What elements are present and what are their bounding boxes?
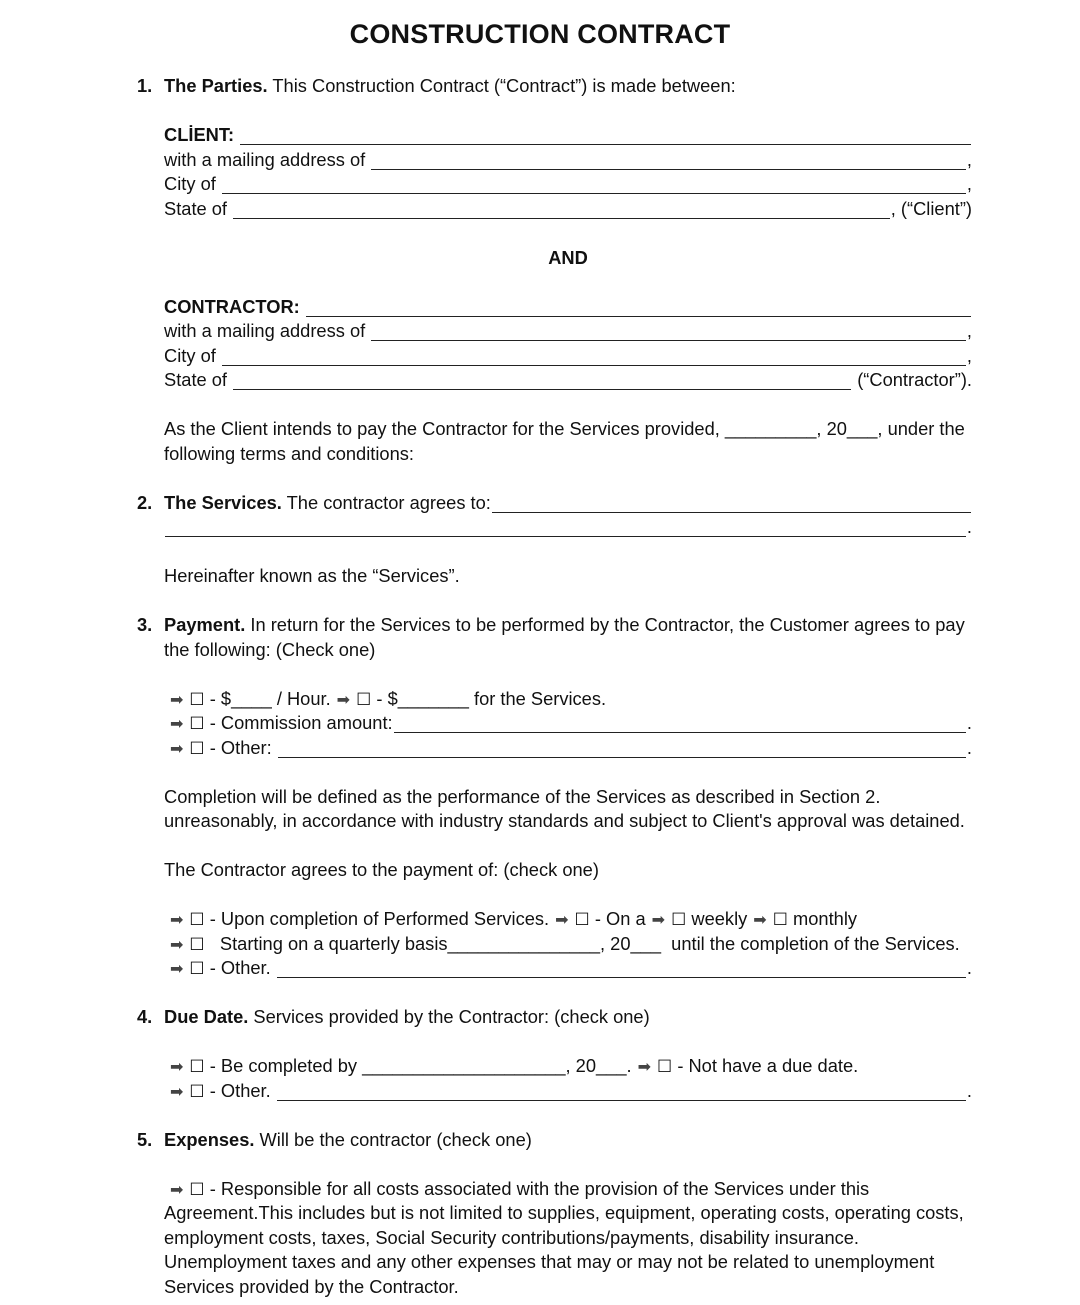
text: State of: [164, 197, 233, 219]
blank-field[interactable]: [371, 326, 966, 341]
blank-line: [164, 589, 972, 614]
arrow-right-icon: ➡: [170, 959, 184, 978]
text: .: [966, 957, 972, 978]
text: Unemployment taxes and any other expenses that may or may not be related to unemployment: [164, 1251, 935, 1272]
checkbox[interactable]: ☐: [574, 910, 590, 930]
blank-field[interactable]: [222, 179, 966, 194]
text: ,: [966, 173, 972, 194]
text: employment costs, taxes, Social Security contributions/payments, disability insurance.: [164, 1226, 859, 1248]
text-line: [164, 1054, 972, 1079]
text-line: [164, 515, 972, 540]
text: As the Client intends to pay the Contractor for the Services provided, _________, 20___, under the: [164, 418, 965, 439]
blank-line: [164, 662, 972, 687]
blank-field[interactable]: [165, 522, 966, 537]
text-line: [164, 344, 972, 369]
arrow-right-icon: ➡: [170, 738, 184, 758]
text: monthly: [787, 908, 858, 929]
section-number: 5.: [137, 1128, 153, 1150]
text-line: [164, 246, 972, 271]
text-line: [164, 564, 972, 589]
blank-field[interactable]: [394, 718, 966, 733]
bold-label: The Parties.: [164, 75, 268, 96]
arrow-right-icon: ➡: [170, 1081, 184, 1101]
arrow-right-icon: ➡: [170, 1057, 184, 1076]
bold-label: Expenses.: [164, 1128, 255, 1150]
text: ,: [966, 148, 972, 170]
checkbox[interactable]: ☐: [189, 959, 205, 979]
text: (“Contractor”).: [852, 369, 972, 390]
text: - $____ / Hour.: [204, 687, 331, 709]
section-heading-line: [137, 74, 972, 99]
text: following terms and conditions:: [164, 442, 414, 464]
checkbox[interactable]: ☐: [189, 1179, 205, 1200]
arrow-right-icon: ➡: [170, 1179, 184, 1199]
checkbox[interactable]: ☐: [656, 1057, 673, 1077]
arrow-right-icon: ➡: [753, 910, 767, 929]
checkbox[interactable]: ☐: [356, 689, 372, 710]
text: weekly: [686, 908, 748, 929]
text: - On a: [589, 908, 646, 929]
blank-line: [164, 834, 972, 859]
bold-label: AND: [548, 246, 588, 268]
text: - Other.: [204, 957, 276, 978]
text: - Upon completion of Performed Services.: [204, 908, 550, 929]
checkbox[interactable]: ☐: [189, 714, 205, 734]
text-line: [164, 197, 972, 222]
text-line: [164, 736, 972, 761]
arrow-right-icon: ➡: [651, 910, 666, 929]
text: Hereinafter known as the “Services”.: [164, 565, 460, 586]
text: - Responsible for all costs associated with the provision of the Services under this: [204, 1177, 870, 1199]
text: unreasonably, in accordance with industry standards and subject to Client's approval was detained.: [164, 810, 965, 831]
blank-field[interactable]: [233, 375, 851, 390]
text: , (“Client”): [890, 197, 972, 219]
blank-line: [164, 883, 972, 908]
text-line: [164, 442, 972, 467]
text: The Contractor agrees to the payment of: (check one): [164, 859, 599, 880]
checkbox[interactable]: ☐: [189, 934, 205, 955]
text: the following: (Check one): [164, 638, 376, 660]
blank-line: [164, 1030, 972, 1055]
checkbox[interactable]: ☐: [189, 1081, 205, 1102]
text: Starting on a quarterly basis_______________, 20___ until the completion of the Services.: [204, 932, 960, 954]
text: City of: [164, 344, 221, 366]
text-line: [164, 1079, 972, 1104]
section-number: 3.: [137, 614, 153, 635]
text: ,: [966, 344, 972, 366]
blank-field[interactable]: [277, 1086, 966, 1101]
blank-line: [164, 1103, 972, 1128]
arrow-right-icon: ➡: [170, 714, 184, 733]
text-line: [164, 319, 972, 344]
bold-label: Payment.: [164, 614, 246, 635]
text-line: [164, 123, 972, 148]
text-line: [164, 638, 972, 663]
contract-body: [137, 74, 972, 1299]
blank-line: [164, 221, 972, 246]
text: The contractor agrees to:: [281, 491, 491, 513]
blank-field[interactable]: [240, 130, 971, 145]
blank-field[interactable]: [233, 204, 890, 219]
text-line: [164, 172, 972, 197]
checkbox[interactable]: ☐: [189, 910, 205, 930]
blank-line: [164, 540, 972, 565]
text: .: [966, 736, 972, 758]
section-heading-line: [137, 1128, 972, 1153]
text-line: [164, 295, 972, 320]
text: ,: [966, 320, 972, 341]
text: This Construction Contract (“Contract”) is made between:: [267, 75, 736, 96]
text: Services provided by the Contractor: (check one): [248, 1006, 650, 1027]
document-title: CONSTRUCTION CONTRACT: [349, 19, 731, 49]
text: Completion will be defined as the performance of the Services as described in Section 2.: [164, 785, 881, 807]
bold-label: The Services.: [164, 491, 282, 513]
blank-field[interactable]: [371, 155, 966, 170]
text-line: [164, 907, 972, 932]
text-line: [164, 417, 972, 442]
bold-label: Due Date.: [164, 1006, 249, 1027]
text: - Be completed by ____________________, 20___.: [204, 1055, 632, 1076]
text-line: [164, 368, 972, 393]
text: with a mailing address of: [164, 320, 371, 341]
text-line: [164, 785, 972, 810]
text-line: [164, 858, 972, 883]
text: .: [966, 712, 972, 733]
blank-field[interactable]: [277, 963, 966, 978]
blank-line: [164, 99, 972, 124]
text-line: [164, 1250, 972, 1275]
blank-field[interactable]: [306, 302, 971, 317]
text-line: [164, 148, 972, 173]
text: City of: [164, 173, 221, 194]
section-heading-line: [137, 613, 972, 638]
blank-field[interactable]: [492, 498, 971, 513]
text: Agreement.This includes but is not limited to supplies, equipment, operating costs, operating costs,: [164, 1202, 964, 1223]
section-heading-line: [137, 1005, 972, 1030]
text-line: [164, 809, 972, 834]
section-number: 2.: [137, 491, 153, 513]
blank-field[interactable]: [222, 351, 966, 366]
arrow-right-icon: ➡: [637, 1057, 651, 1076]
text: .: [966, 1079, 972, 1101]
checkbox[interactable]: ☐: [189, 738, 205, 759]
section-number: 1.: [137, 75, 153, 96]
bold-label: CLİENT:: [164, 124, 240, 145]
blank-line: [164, 270, 972, 295]
blank-line: [164, 466, 972, 491]
text: - Other:: [204, 736, 277, 758]
text-line: [164, 956, 972, 981]
bold-label: CONTRACTOR:: [164, 295, 305, 317]
text-line: [164, 932, 972, 957]
checkbox[interactable]: ☐: [189, 1057, 205, 1077]
text-line: [164, 711, 972, 736]
section-number: 4.: [137, 1006, 153, 1027]
text: Will be the contractor (check one): [254, 1128, 532, 1150]
blank-line: [164, 981, 972, 1006]
text-line: [164, 1201, 972, 1226]
arrow-right-icon: ➡: [336, 689, 351, 709]
checkbox[interactable]: ☐: [671, 910, 687, 930]
blank-line: [164, 393, 972, 418]
blank-line: [164, 1152, 972, 1177]
blank-field[interactable]: [278, 743, 966, 758]
text-line: [164, 1177, 972, 1202]
arrow-right-icon: ➡: [170, 689, 184, 709]
blank-line: [164, 760, 972, 785]
text: In return for the Services to be performed by the Contractor, the Customer agrees to pay: [245, 614, 965, 635]
text: - Not have a due date.: [672, 1055, 859, 1076]
checkbox[interactable]: ☐: [772, 910, 788, 930]
arrow-right-icon: ➡: [555, 910, 569, 929]
text: with a mailing address of: [164, 148, 371, 170]
text: - $_______ for the Services.: [371, 687, 607, 709]
text: Services provided by the Contractor.: [164, 1275, 459, 1297]
text: State of: [164, 369, 233, 390]
arrow-right-icon: ➡: [170, 910, 184, 929]
text-line: [164, 1275, 972, 1300]
text: .: [966, 516, 972, 537]
section-heading-line: [137, 491, 972, 516]
text: - Other.: [204, 1079, 276, 1101]
arrow-right-icon: ➡: [170, 934, 184, 954]
checkbox[interactable]: ☐: [189, 689, 205, 710]
text: - Commission amount:: [204, 712, 393, 733]
text-line: [164, 1226, 972, 1251]
text-line: [164, 687, 972, 712]
